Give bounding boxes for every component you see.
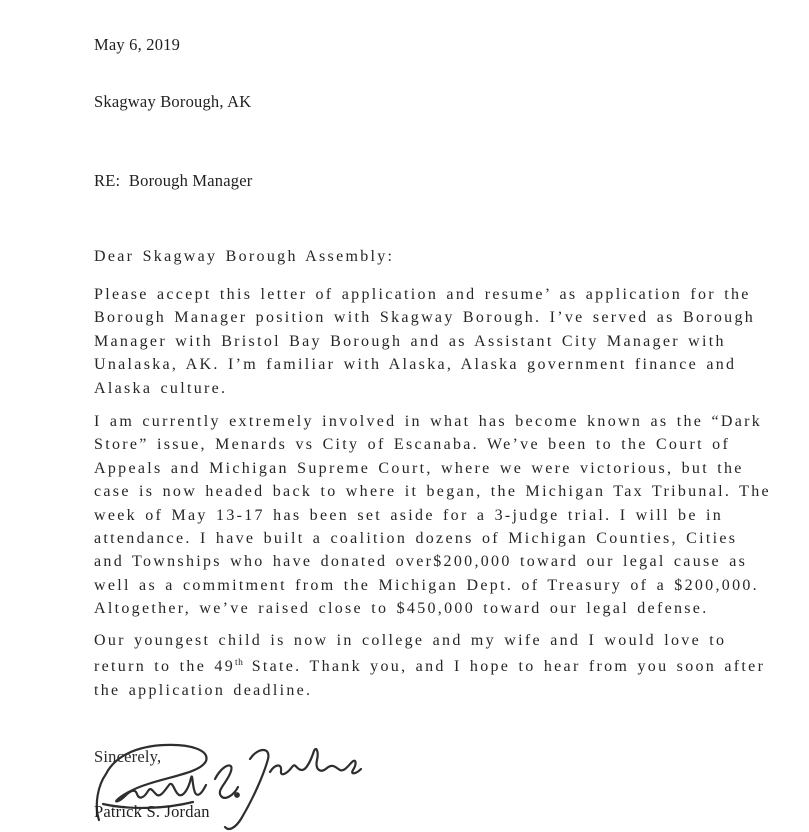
paragraph-line: case is now headed back to where it began, the Michigan Tax Tribunal. The — [94, 483, 771, 501]
paragraph-line: Borough Manager position with Skagway Borough. I’ve served as Borough — [94, 309, 756, 327]
paragraph-line: the application deadline. — [94, 681, 313, 699]
paragraph-line: I am currently extremely involved in what has become known as the “Dark — [94, 413, 763, 430]
paragraph-line: attendance. I have built a coalition dozens of Michigan Counties, Cities — [94, 530, 738, 548]
paragraph-line: Please accept this letter of application and resume’ as application for the — [94, 286, 751, 303]
closing-sincerely: Sincerely, — [94, 747, 162, 766]
paragraph-1 — [94, 283, 755, 400]
paragraph-line — [94, 652, 765, 678]
line-text: State. Thank you, and I hope to hear from you soon after — [243, 658, 766, 676]
paragraph-line: week of May 13-17 has been set aside for a 3-judge trial. I will be in — [94, 506, 724, 524]
paragraph-line: well as a commitment from the Michigan Dept. of Treasury of a $200,000. — [94, 576, 759, 594]
letter-recipient: Skagway Borough, AK — [94, 92, 252, 111]
paragraph-line: and Townships who have donated over$200,000 toward our legal cause as — [94, 553, 748, 571]
signature-stroke-s — [215, 765, 238, 797]
paragraph-line: Alaska culture. — [94, 379, 228, 397]
paragraph-line: Manager with Bristol Bay Borough and as Assistant City Manager with — [94, 332, 726, 350]
paragraph-line: Unalaska, AK. I’m familiar with Alaska, Alaska government finance and — [94, 356, 737, 374]
paragraph-line: Appeals and Michigan Supreme Court, where we were victorious, but the — [94, 459, 744, 477]
letter-salutation: Dear Skagway Borough Assembly: — [94, 248, 395, 265]
ordinal-superscript: th — [235, 658, 244, 669]
paragraph-line: Store” issue, Menards vs City of Escanaba. We’ve been to the Court of — [94, 436, 731, 454]
line-text: return to the 49 — [94, 658, 235, 676]
paragraph-line: Altogether, we’ve raised close to $450,000 toward our legal defense. — [94, 600, 709, 618]
signature-stroke-j — [225, 750, 268, 829]
signature-period-dot — [235, 793, 239, 797]
paragraph-2 — [94, 410, 771, 621]
paragraph-3 — [94, 629, 765, 702]
letter-subject-line: RE: Borough Manager — [94, 171, 253, 190]
paragraph-line: Our youngest child is now in college and my wife and I would love to — [94, 632, 727, 649]
letter-date: May 6, 2019 — [94, 35, 181, 54]
signature-stroke-ordan — [270, 749, 361, 774]
typed-signature-name: Patrick S. Jordan — [94, 802, 210, 821]
